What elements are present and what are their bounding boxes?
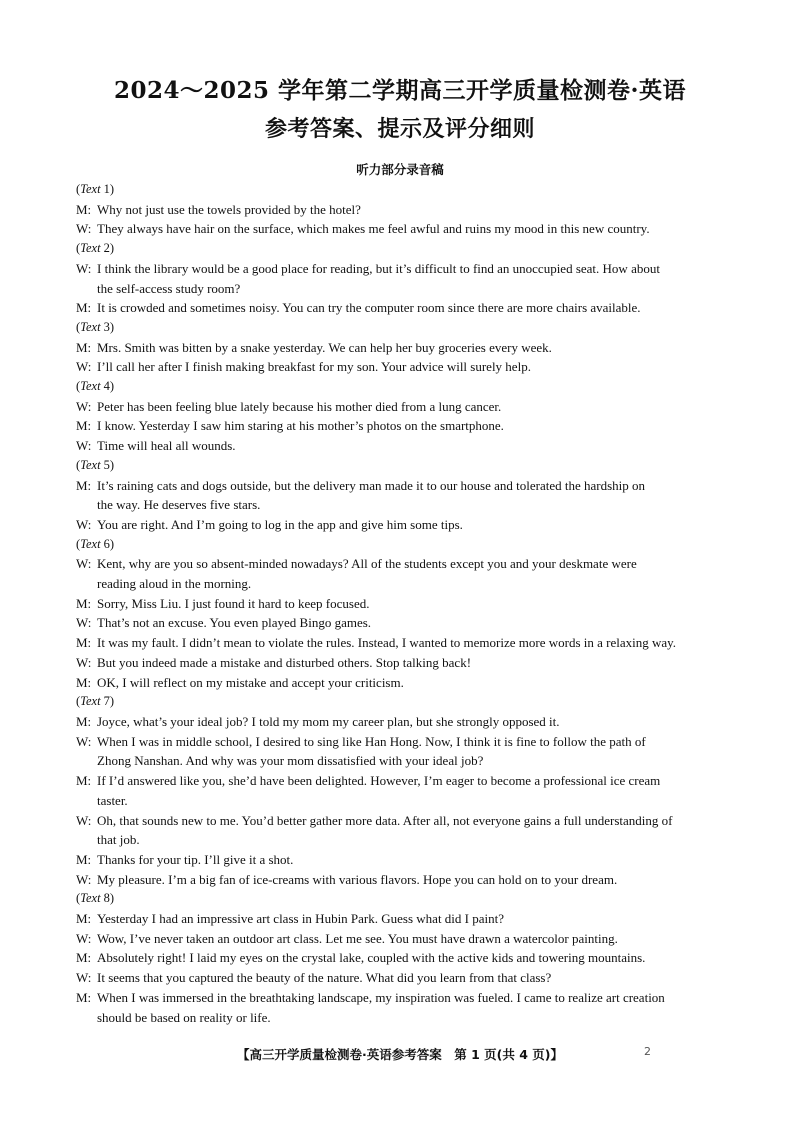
page-mark: 2 — [644, 1045, 651, 1058]
dialogue-line — [76, 200, 726, 220]
text-label — [76, 889, 726, 909]
dialogue-text: Peter has been feeling blue lately because his mother died from a lung cancer. — [97, 398, 502, 414]
dialogue-text: Time will heal all wounds. — [97, 438, 236, 454]
dialogue-line — [76, 948, 726, 968]
text-label-open: ( — [76, 319, 81, 334]
page-footer: 【高三开学质量检测卷·英语参考答案 第 1 页(共 4 页)】 — [237, 1047, 563, 1062]
dialogue-line — [76, 850, 726, 870]
text-label-name: Text — [80, 241, 101, 256]
text-label-number: 1) — [100, 182, 115, 196]
dialogue-line — [76, 357, 726, 377]
speaker-label: M: — [76, 300, 92, 316]
text-label-open: ( — [76, 457, 81, 472]
dialogue-text: My pleasure. I’m a big fan of ice-creams with various flavors. Hope you can hold on to your dream. — [97, 871, 618, 887]
dialogue-text: Why not just use the towels provided by the hotel? — [97, 201, 361, 217]
dialogue-line — [76, 771, 726, 791]
text-label-name: Text — [80, 536, 101, 551]
dialogue-line — [76, 732, 726, 752]
dialogue-continuation: the way. He deserves five stars. — [97, 497, 261, 513]
speaker-label: W: — [76, 812, 92, 828]
dialogue-text: I think the library would be a good place for reading, but it’s difficult to find an unoccupied seat. How about — [97, 260, 660, 276]
dialogue-continuation: Zhong Nanshan. And why was your mom dissatisfied with your ideal job? — [97, 753, 484, 769]
text-label-number: 8) — [100, 891, 115, 906]
dialogue-text: It is crowded and sometimes noisy. You can try the computer room since there are more chairs available. — [97, 300, 641, 316]
speaker-label: M: — [76, 911, 92, 927]
document-subtitle: 参考答案、提示及评分细则 — [264, 116, 535, 142]
text-label-number: 4) — [100, 379, 115, 394]
speaker-label: W: — [76, 615, 92, 631]
dialogue-text: Yesterday I had an impressive art class in Hubin Park. Guess what did I paint? — [97, 911, 505, 927]
dialogue-line — [76, 633, 726, 653]
text-label-name: Text — [80, 182, 101, 196]
dialogue-text: When I was immersed in the breathtaking landscape, my inspiration was fueled. I came to realize art creation — [97, 989, 665, 1005]
dialogue-line — [76, 476, 726, 496]
dialogue-text: It was my fault. I didn’t mean to violate the rules. Instead, I wanted to memorize more words in a relaxing way. — [97, 635, 677, 651]
dialogue-text: You are right. And I’m going to log in the app and give him some tips. — [97, 516, 463, 532]
dialogue-text: Mrs. Smith was bitten by a snake yesterday. We can help her buy groceries every week. — [97, 339, 552, 355]
dialogue-line — [76, 870, 726, 890]
text-label-number: 7) — [100, 694, 115, 709]
dialogue-line — [76, 909, 726, 929]
speaker-label: W: — [76, 871, 92, 887]
dialogue-continuation: should be based on reality or life. — [97, 1009, 271, 1025]
dialogue-text: If I’d answered like you, she’d have been delighted. However, I’m eager to become a professional ice cream — [97, 773, 661, 789]
dialogue-line — [76, 968, 726, 988]
text-label-number: 5) — [100, 457, 115, 472]
dialogue-line — [76, 515, 726, 535]
text-label-number: 6) — [100, 536, 115, 551]
dialogue-text: I’ll call her after I finish making breakfast for my son. Your advice will surely help. — [97, 359, 531, 375]
dialogue-text: Kent, why are you so absent-minded nowadays? All of the students except you and your deskmate were — [97, 556, 637, 572]
dialogue-line — [76, 554, 726, 574]
dialogue-line — [76, 416, 726, 436]
dialogue-text: Joyce, what’s your ideal job? I told my mom my career plan, but she strongly opposed it. — [97, 713, 560, 729]
speaker-label: M: — [76, 477, 92, 493]
dialogue-text: It’s raining cats and dogs outside, but the delivery man made it to our house and tolerated the hardship on — [97, 477, 646, 493]
dialogue-line — [76, 436, 726, 456]
listening-transcript — [76, 180, 726, 1027]
speaker-label: W: — [76, 930, 92, 946]
text-label — [76, 318, 726, 338]
speaker-label: M: — [76, 851, 92, 867]
section-heading: 听力部分录音稿 — [356, 162, 444, 177]
speaker-label: M: — [76, 674, 92, 690]
dialogue-line — [76, 594, 726, 614]
text-label-name: Text — [80, 379, 101, 394]
dialogue-line — [76, 397, 726, 417]
dialogue-text: Oh, that sounds new to me. You’d better gather more data. After all, not everyone gains a full understanding of — [97, 812, 673, 828]
dialogue-line — [76, 219, 726, 239]
text-label-name: Text — [80, 891, 101, 906]
dialogue-text: But you indeed made a mistake and disturbed others. Stop talking back! — [97, 654, 472, 670]
text-label — [76, 535, 726, 555]
dialogue-text: Thanks for your tip. I’ll give it a shot. — [97, 851, 294, 867]
speaker-label: M: — [76, 989, 92, 1005]
speaker-label: M: — [76, 595, 92, 611]
dialogue-text: OK, I will reflect on my mistake and accept your criticism. — [97, 674, 404, 690]
text-label-name: Text — [80, 694, 101, 709]
dialogue-line — [76, 298, 726, 318]
text-label-open: ( — [76, 182, 81, 196]
text-label-open: ( — [76, 694, 81, 709]
text-label — [76, 180, 726, 200]
text-label-name: Text — [80, 457, 101, 472]
dialogue-text: When I was in middle school, I desired to sing like Han Hong. Now, I think it is fine to follow the path of — [97, 733, 646, 749]
speaker-label: W: — [76, 359, 92, 375]
speaker-label: W: — [76, 398, 92, 414]
dialogue-line — [76, 712, 726, 732]
dialogue-text: Wow, I’ve never taken an outdoor art class. Let me see. You must have drawn a watercolor painting. — [97, 930, 618, 946]
speaker-label: W: — [76, 260, 92, 276]
text-label-open: ( — [76, 891, 81, 906]
text-label-number: 2) — [100, 241, 115, 256]
speaker-label: W: — [76, 438, 92, 454]
dialogue-text: Sorry, Miss Liu. I just found it hard to keep focused. — [97, 595, 370, 611]
dialogue-line — [76, 988, 726, 1008]
dialogue-text: I know. Yesterday I saw him staring at his mother’s photos on the smartphone. — [97, 418, 504, 434]
text-label-open: ( — [76, 241, 81, 256]
dialogue-continuation: reading aloud in the morning. — [97, 576, 252, 592]
text-label-name: Text — [80, 319, 101, 334]
speaker-label: W: — [76, 556, 92, 572]
speaker-label: M: — [76, 950, 92, 966]
text-label — [76, 377, 726, 397]
dialogue-line — [76, 613, 726, 633]
dialogue-continuation: taster. — [97, 792, 128, 808]
dialogue-line — [76, 338, 726, 358]
speaker-label: M: — [76, 201, 92, 217]
dialogue-text: They always have hair on the surface, which makes me feel awful and ruins my mood in this new country. — [97, 221, 650, 237]
speaker-label: W: — [76, 221, 92, 237]
text-label — [76, 239, 726, 259]
dialogue-continuation: the self-access study room? — [97, 280, 241, 296]
speaker-label: W: — [76, 654, 92, 670]
speaker-label: W: — [76, 733, 92, 749]
speaker-label: W: — [76, 516, 92, 532]
dialogue-text: It seems that you captured the beauty of the nature. What did you learn from that class? — [97, 970, 552, 986]
dialogue-text: Absolutely right! I laid my eyes on the crystal lake, coupled with the active kids and towering mountains. — [97, 950, 646, 966]
dialogue-line — [76, 673, 726, 693]
text-label — [76, 692, 726, 712]
dialogue-line — [76, 653, 726, 673]
speaker-label: W: — [76, 970, 92, 986]
dialogue-continuation: that job. — [97, 832, 140, 848]
speaker-label: M: — [76, 713, 92, 729]
dialogue-line — [76, 929, 726, 949]
text-label — [76, 456, 726, 476]
dialogue-line — [76, 811, 726, 831]
speaker-label: M: — [76, 773, 92, 789]
text-label-number: 3) — [100, 319, 115, 334]
speaker-label: M: — [76, 635, 92, 651]
dialogue-line — [76, 259, 726, 279]
speaker-label: M: — [76, 418, 92, 434]
document-title: 2024～2025 学年第二学期高三开学质量检测卷·英语 — [113, 77, 687, 104]
text-label-open: ( — [76, 379, 81, 394]
speaker-label: M: — [76, 339, 92, 355]
dialogue-text: That’s not an excuse. You even played Bingo games. — [97, 615, 372, 631]
text-label-open: ( — [76, 536, 81, 551]
